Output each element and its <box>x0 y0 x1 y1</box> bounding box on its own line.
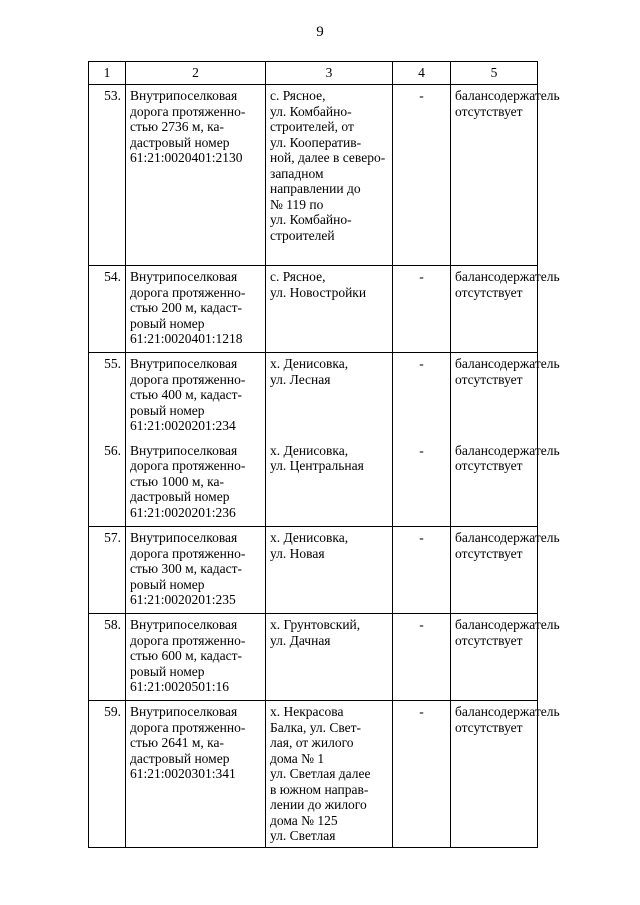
location-cell <box>266 266 393 353</box>
col4-cell <box>393 527 451 614</box>
col4-cell <box>393 266 451 353</box>
location-line: х. Некрасова <box>270 704 344 719</box>
row-number-cell <box>89 614 126 701</box>
table-row <box>89 440 538 527</box>
table-row <box>89 353 538 440</box>
holder-cell <box>451 440 560 527</box>
row-number-cell <box>89 701 126 848</box>
location-line: ул. Лесная <box>270 371 331 387</box>
holder-line: балансодержатель <box>455 269 560 284</box>
location-line: ул. Кооператив- <box>270 134 362 150</box>
location-line: западном <box>270 165 324 181</box>
object-line: дорога протяженно- <box>130 371 246 387</box>
object-cell <box>126 527 266 614</box>
row-number: 53. <box>104 88 121 103</box>
object-line: 61:21:0020401:2130 <box>130 150 243 165</box>
holder-line: отсутствует <box>455 719 523 735</box>
object-line: Внутрипоселковая <box>130 617 238 632</box>
col4-value: - <box>419 617 424 632</box>
col4-cell <box>393 85 451 266</box>
object-line: дастровый номер <box>130 750 230 766</box>
row-number-cell <box>89 527 126 614</box>
location-line: х. Денисовка, <box>270 530 349 545</box>
col4-cell <box>393 440 451 527</box>
col4-value: - <box>419 530 424 545</box>
holder-cell <box>451 614 560 701</box>
holder-cell <box>451 701 560 848</box>
object-line: дорога протяженно- <box>130 632 246 648</box>
row-number: 55. <box>104 356 121 371</box>
row-number: 59. <box>104 704 121 719</box>
location-line: дома № 125 <box>270 812 338 828</box>
object-cell <box>126 701 266 848</box>
object-line: 61:21:0020301:341 <box>130 766 236 781</box>
location-line: ул. Центральная <box>270 458 364 473</box>
location-line: Балка, ул. Свет- <box>270 719 362 735</box>
location-line: ул. Светлая далее <box>270 766 371 781</box>
page-number: 9 <box>316 24 324 40</box>
location-line: ул. Дачная <box>270 632 331 648</box>
roads-registry-table <box>88 61 560 848</box>
holder-line: балансодержатель <box>455 530 560 545</box>
row-number-cell <box>89 266 126 353</box>
object-line: Внутрипоселковая <box>130 704 238 719</box>
location-line: ул. Новостройки <box>270 284 367 300</box>
header-col-4: 4 <box>393 62 451 85</box>
location-cell <box>266 701 393 848</box>
object-line: стью 600 м, кадаст- <box>130 648 243 663</box>
row-number: 57. <box>104 530 121 545</box>
location-line: ул. Комбайно- <box>270 212 352 227</box>
object-line: дастровый номер <box>130 134 230 150</box>
object-line: Внутрипоселковая <box>130 88 238 103</box>
object-line: ровый номер <box>130 663 205 679</box>
table-row <box>89 266 538 353</box>
object-line: дастровый номер <box>130 489 230 504</box>
col4-value: - <box>419 88 424 103</box>
holder-line: отсутствует <box>455 632 523 648</box>
header-col-1: 1 <box>89 62 126 85</box>
holder-line: отсутствует <box>455 284 523 300</box>
object-line: Внутрипоселковая <box>130 356 238 371</box>
location-line: строителей, от <box>270 119 354 134</box>
object-line: дорога протяженно- <box>130 719 246 735</box>
object-cell <box>126 353 266 440</box>
holder-line: балансодержатель <box>455 617 560 632</box>
row-number-cell <box>89 353 126 440</box>
location-line: лении до жилого <box>270 797 367 812</box>
location-line: дома № 1 <box>270 750 325 766</box>
location-line: строителей <box>270 227 335 243</box>
object-line: стью 1000 м, ка- <box>130 473 225 489</box>
location-cell <box>266 440 393 527</box>
object-line: дорога протяженно- <box>130 284 246 300</box>
object-line: стью 2736 м, ка- <box>130 119 225 134</box>
holder-line: отсутствует <box>455 458 523 473</box>
location-line: № 119 по <box>270 196 324 212</box>
table-row <box>89 85 538 266</box>
object-line: дорога протяженно- <box>130 103 246 119</box>
holder-cell <box>451 266 560 353</box>
col4-value: - <box>419 704 424 719</box>
holder-line: балансодержатель <box>455 88 560 103</box>
object-line: 61:21:0020201:236 <box>130 504 236 520</box>
col4-value: - <box>419 269 424 284</box>
object-line: 61:21:0020201:235 <box>130 592 236 607</box>
table-row <box>89 527 538 614</box>
header-col-2: 2 <box>126 62 266 85</box>
location-line: х. Денисовка, <box>270 442 349 458</box>
object-cell <box>126 440 266 527</box>
location-cell <box>266 85 393 266</box>
holder-line: балансодержатель <box>455 442 560 458</box>
location-line: в южном направ- <box>270 781 369 797</box>
object-line: 61:21:0020401:1218 <box>130 331 243 346</box>
table-row <box>89 614 538 701</box>
holder-cell <box>451 527 560 614</box>
object-line: дорога протяженно- <box>130 458 246 473</box>
location-line: ул. Новая <box>270 545 325 561</box>
row-number: 58. <box>104 617 121 632</box>
object-line: ровый номер <box>130 402 205 418</box>
object-line: 61:21:0020201:234 <box>130 418 236 433</box>
col4-value: - <box>419 442 424 458</box>
holder-line: балансодержатель <box>455 356 560 371</box>
location-line: лая, от жилого <box>270 735 354 750</box>
object-line: стью 2641 м, ка- <box>130 735 225 750</box>
location-line: ул. Светлая <box>270 828 336 843</box>
row-number-cell <box>89 85 126 266</box>
holder-line: отсутствует <box>455 371 523 387</box>
object-line: Внутрипоселковая <box>130 269 238 284</box>
row-number: 56. <box>104 442 121 458</box>
object-line: Внутрипоселковая <box>130 530 238 545</box>
row-number: 54. <box>104 269 121 284</box>
row-number-cell <box>89 440 126 527</box>
location-line: ул. Комбайно- <box>270 103 352 119</box>
object-cell <box>126 266 266 353</box>
object-cell <box>126 614 266 701</box>
object-line: 61:21:0020501:16 <box>130 679 230 694</box>
table-row <box>89 701 538 848</box>
holder-cell <box>451 353 560 440</box>
object-line: стью 400 м, кадаст- <box>130 387 243 402</box>
location-line: х. Денисовка, <box>270 356 349 371</box>
location-line: с. Рясное, <box>270 269 326 284</box>
col4-cell <box>393 614 451 701</box>
location-cell <box>266 614 393 701</box>
object-line: ровый номер <box>130 576 205 592</box>
holder-cell <box>451 85 560 266</box>
header-col-3: 3 <box>266 62 393 85</box>
object-line: Внутрипоселковая <box>130 442 238 458</box>
holder-line: балансодержатель <box>455 704 560 719</box>
object-line: ровый номер <box>130 315 205 331</box>
holder-line: отсутствует <box>455 545 523 561</box>
table-header-row <box>89 62 538 85</box>
col4-value: - <box>419 356 424 371</box>
col4-cell <box>393 701 451 848</box>
object-line: стью 200 м, кадаст- <box>130 300 243 315</box>
object-cell <box>126 85 266 266</box>
object-line: дорога протяженно- <box>130 545 246 561</box>
location-line: направлении до <box>270 181 361 196</box>
location-line: с. Рясное, <box>270 88 326 103</box>
col4-cell <box>393 353 451 440</box>
holder-line: отсутствует <box>455 103 523 119</box>
location-cell <box>266 527 393 614</box>
location-line: ной, далее в северо- <box>270 150 386 165</box>
header-col-5: 5 <box>451 62 538 85</box>
location-line: х. Грунтовский, <box>270 617 361 632</box>
location-cell <box>266 353 393 440</box>
object-line: стью 300 м, кадаст- <box>130 561 243 576</box>
